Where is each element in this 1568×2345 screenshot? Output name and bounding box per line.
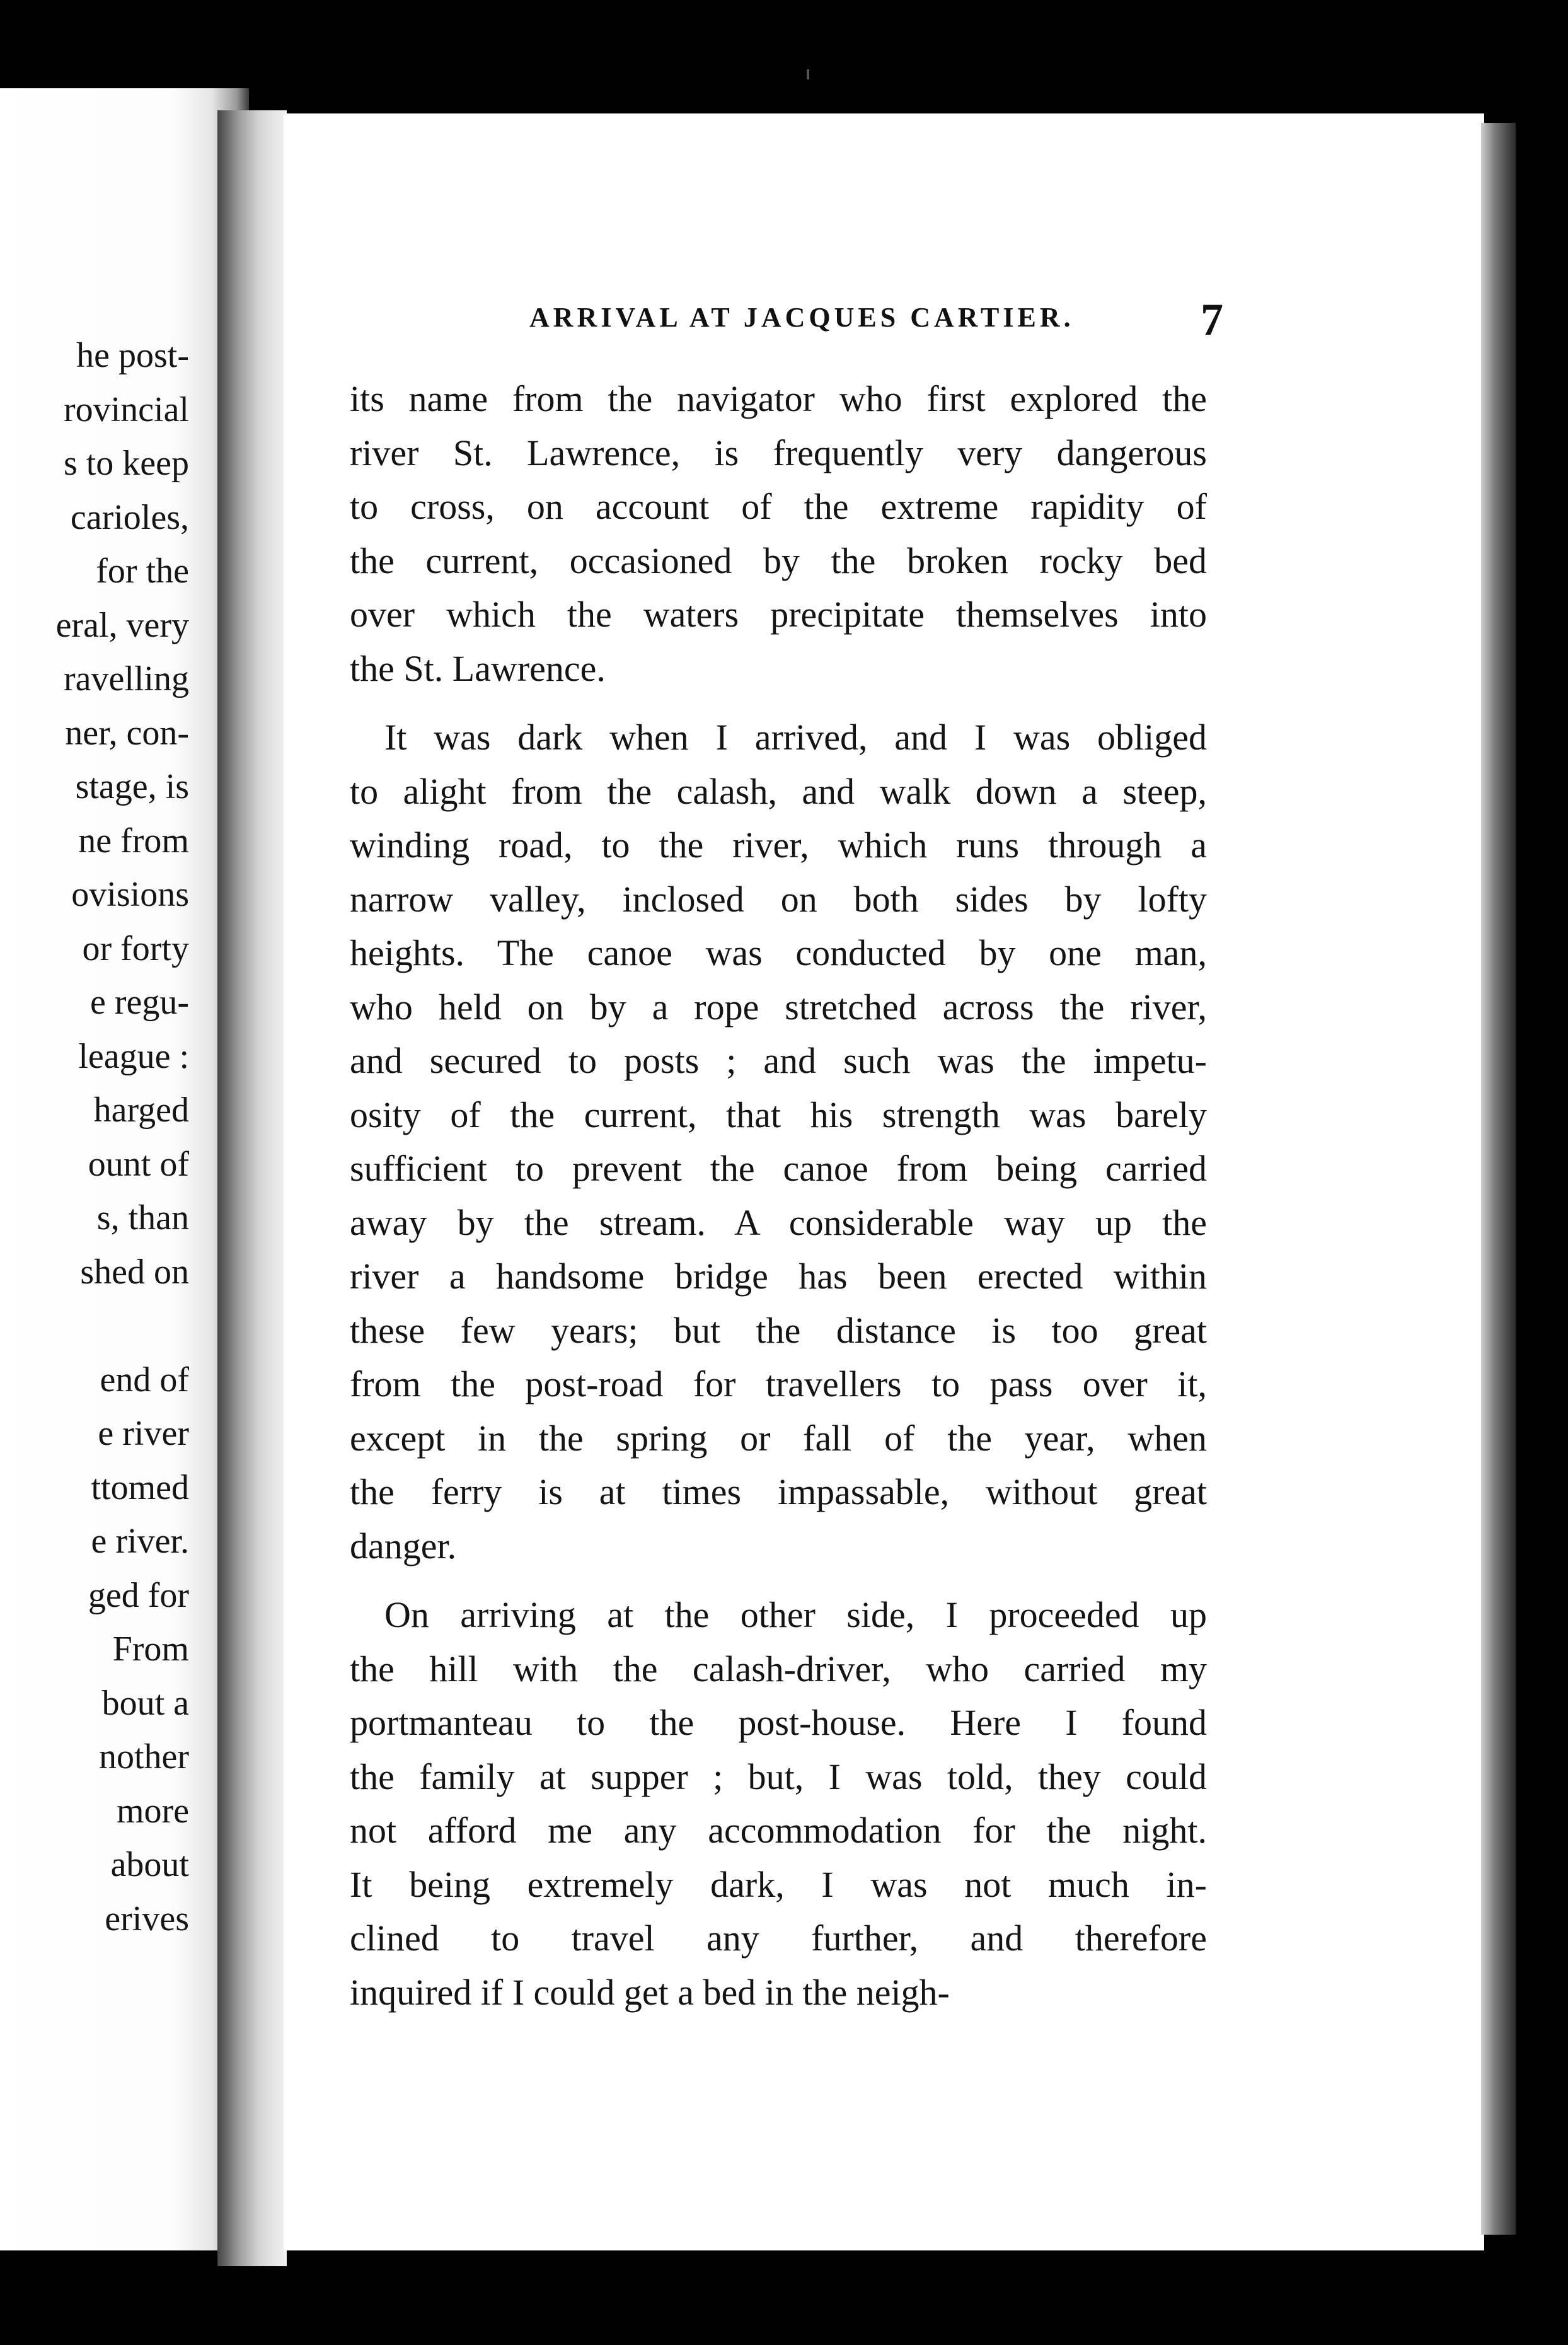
left-page-line: e river. <box>91 1522 189 1561</box>
paragraph-gap <box>350 695 1207 710</box>
left-page-text <box>0 329 189 1946</box>
text-line: except in the spring or fall of the year, when <box>350 1417 1207 1459</box>
left-page-line: erives <box>105 1899 189 1938</box>
left-page-line: ged for <box>88 1575 189 1615</box>
left-page-line: nother <box>98 1737 189 1776</box>
text-line: sufficient to prevent the canoe from being carried <box>350 1148 1207 1189</box>
left-page-line: From <box>112 1630 189 1669</box>
left-page-line: s to keep <box>63 444 189 483</box>
left-page-line: eral, very <box>55 605 189 645</box>
body-text <box>350 372 1207 2019</box>
text-line: the hill with the calash-driver, who carried my <box>350 1648 1207 1689</box>
left-page-line: rovincial <box>63 390 189 429</box>
text-line: inquired if I could get a bed in the neigh- <box>350 1971 950 2013</box>
text-line: portmanteau to the post-house. Here I found <box>350 1702 1207 1743</box>
left-page-line: e regu- <box>89 983 189 1022</box>
text-line: heights. The canoe was conducted by one man, <box>350 932 1207 973</box>
running-head: ARRIVAL AT JACQUES CARTIER. <box>529 302 1075 333</box>
left-page-line: league : <box>78 1036 189 1076</box>
text-line: to alight from the calash, and walk down a steep, <box>350 770 1207 812</box>
text-line: its name from the navigator who first explored the <box>350 378 1207 419</box>
text-line: and secured to posts ; and such was the impetu- <box>350 1040 1207 1081</box>
text-line: from the post-road for travellers to pass over it, <box>350 1364 1207 1404</box>
paragraph <box>350 1588 1207 2019</box>
text-line: danger. <box>350 1525 457 1566</box>
paragraph-gap <box>350 1573 1207 1588</box>
text-line: the ferry is at times impassable, without great <box>350 1471 1207 1512</box>
text-line: the family at supper ; but, I was told, they could <box>350 1756 1207 1797</box>
left-page-line: or forty <box>82 929 189 968</box>
text-line: over which the waters precipitate themselves into <box>350 594 1207 635</box>
binding-gutter <box>217 110 287 2266</box>
left-page-line: ne from <box>78 821 189 860</box>
text-line: not afford me any accommodation for the night. <box>350 1810 1207 1851</box>
left-page-line: about <box>110 1845 189 1884</box>
text-line: It was dark when I arrived, and I was obliged <box>384 717 1207 758</box>
left-page-line: harged <box>93 1091 189 1130</box>
left-page-line: ravelling <box>63 659 189 698</box>
left-page-line: ner, con- <box>65 713 189 753</box>
page-edge-shadow <box>1481 123 1516 2235</box>
left-page-line: carioles, <box>70 497 189 537</box>
text-line: the St. Lawrence. <box>350 647 606 689</box>
left-facing-page <box>0 88 249 2250</box>
paragraph <box>350 710 1207 1573</box>
text-line: river a handsome bridge has been erected within <box>350 1256 1207 1297</box>
text-line: osity of the current, that his strength was barely <box>350 1094 1207 1135</box>
page-number: 7 <box>1201 294 1223 345</box>
text-line: clined to travel any further, and therefore <box>350 1918 1207 1959</box>
left-page-line: ttomed <box>91 1468 189 1507</box>
text-line: these few years; but the distance is too great <box>350 1309 1207 1351</box>
scan-mark <box>807 69 809 79</box>
text-line: who held on by a rope stretched across the river, <box>350 986 1207 1028</box>
left-page-line: s, than <box>96 1198 189 1237</box>
left-page-line: end of <box>100 1360 189 1399</box>
paragraph <box>350 372 1207 695</box>
text-line: away by the stream. A considerable way up the <box>350 1201 1207 1243</box>
left-page-line: bout a <box>101 1683 189 1723</box>
text-line: It being extremely dark, I was not much in- <box>350 1863 1207 1905</box>
text-line: On arriving at the other side, I proceeded up <box>384 1594 1207 1635</box>
left-page-line <box>0 1299 189 1353</box>
text-line: to cross, on account of the extreme rapidity of <box>350 486 1207 527</box>
left-page-line: he post- <box>76 336 189 375</box>
left-page-line: e river <box>98 1414 189 1453</box>
left-page-line: ount of <box>88 1144 189 1184</box>
left-page-line: stage, is <box>75 767 189 806</box>
text-line: winding road, to the river, which runs through a <box>350 825 1207 866</box>
left-page-line: more <box>116 1791 189 1831</box>
left-page-line: shed on <box>80 1252 189 1292</box>
left-page-line: for the <box>96 552 189 591</box>
text-line: the current, occasioned by the broken rocky bed <box>350 540 1207 581</box>
text-line: narrow valley, inclosed on both sides by lofty <box>350 878 1207 920</box>
text-line: river St. Lawrence, is frequently very dangerous <box>350 432 1207 473</box>
left-page-line: ovisions <box>71 875 189 914</box>
